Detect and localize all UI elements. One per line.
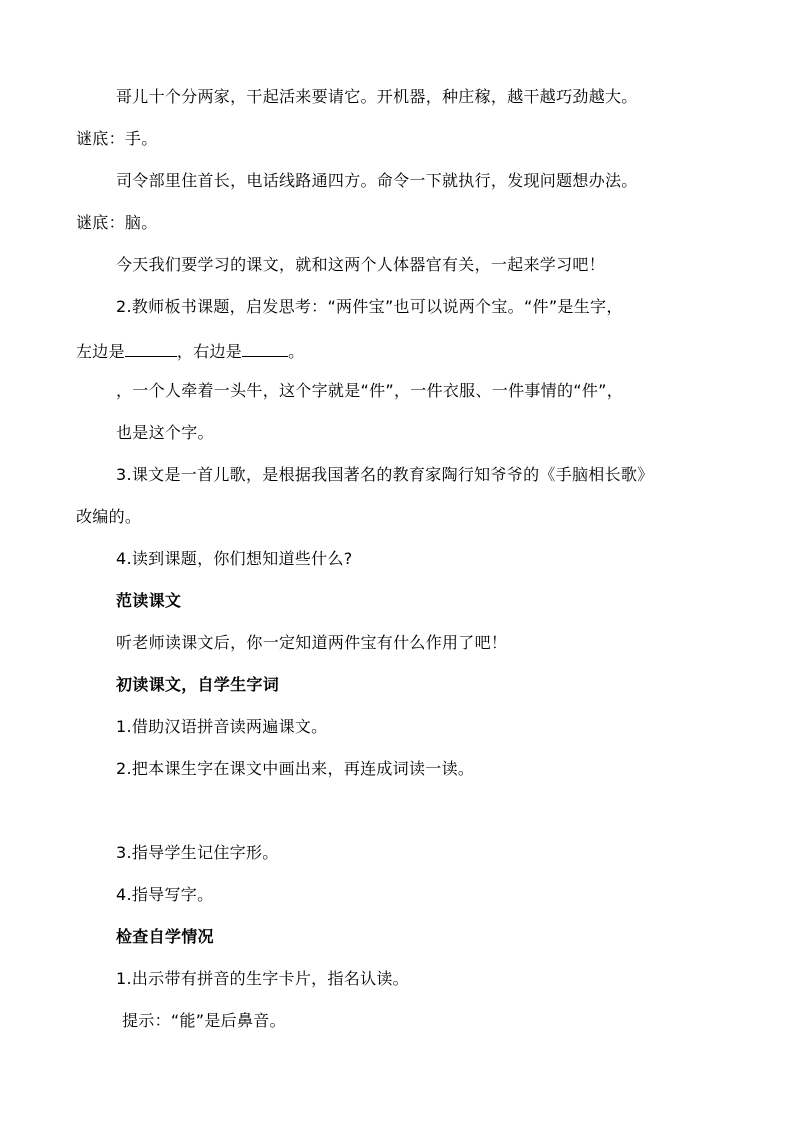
section-heading-check-self-study: 检查自学情况 [116, 927, 214, 946]
hint-paragraph: 提示：“能”是后鼻音。 [122, 1011, 286, 1030]
first-reading-item-3: 3.指导学生记住字形。 [116, 843, 279, 862]
intro-paragraph: 今天我们要学习的课文，就和这两个人体器官有关，一起来学习吧！ [116, 255, 606, 274]
riddle-hand-answer: 谜底：手。 [76, 129, 158, 148]
left-side-blank [125, 338, 177, 357]
character-explanation-cont: 也是这个字。 [116, 423, 214, 442]
first-reading-item-1: 1.借助汉语拼音读两遍课文。 [116, 717, 328, 736]
first-reading-item-2: 2.把本课生字在课文中画出来，再连成词读一读。 [116, 759, 475, 778]
right-side-blank [242, 338, 288, 357]
character-explanation: ，一个人牵着一头牛，这个字就是“件”，一件衣服、一件事情的“件”， [116, 381, 624, 400]
step-2-paragraph: 2.教师板书课题，启发思考：“两件宝”也可以说两个宝。“件”是生字， [116, 297, 623, 316]
check-item-1: 1.出示带有拼音的生字卡片，指名认读。 [116, 969, 409, 988]
model-reading-paragraph: 听老师读课文后，你一定知道两件宝有什么作用了吧！ [116, 633, 508, 652]
riddle-brain-text: 司令部里住首长，电话线路通四方。命令一下就执行，发现问题想办法。 [116, 171, 638, 190]
riddle-hand-text: 哥儿十个分两家，干起活来要请它。开机器，种庄稼，越干越巧劲越大。 [116, 87, 638, 106]
first-reading-item-4: 4.指导写字。 [116, 885, 214, 904]
step-3-paragraph: 3.课文是一首儿歌，是根据我国著名的教育家陶行知爷爷的《手脑相长歌》 [116, 465, 654, 484]
step-3-paragraph-cont: 改编的。 [76, 507, 142, 526]
section-heading-first-reading: 初读课文，自学生字词 [116, 675, 280, 694]
step-4-paragraph: 4.读到课题，你们想知道些什么? [116, 549, 353, 568]
right-side-label: ，右边是 [176, 342, 243, 361]
left-side-label: 左边是 [76, 342, 125, 361]
fill-blank-end: 。 [288, 342, 305, 361]
section-heading-model-reading: 范读课文 [116, 591, 182, 610]
riddle-brain-answer: 谜底：脑。 [76, 213, 158, 232]
fill-blank-line [76, 338, 726, 363]
